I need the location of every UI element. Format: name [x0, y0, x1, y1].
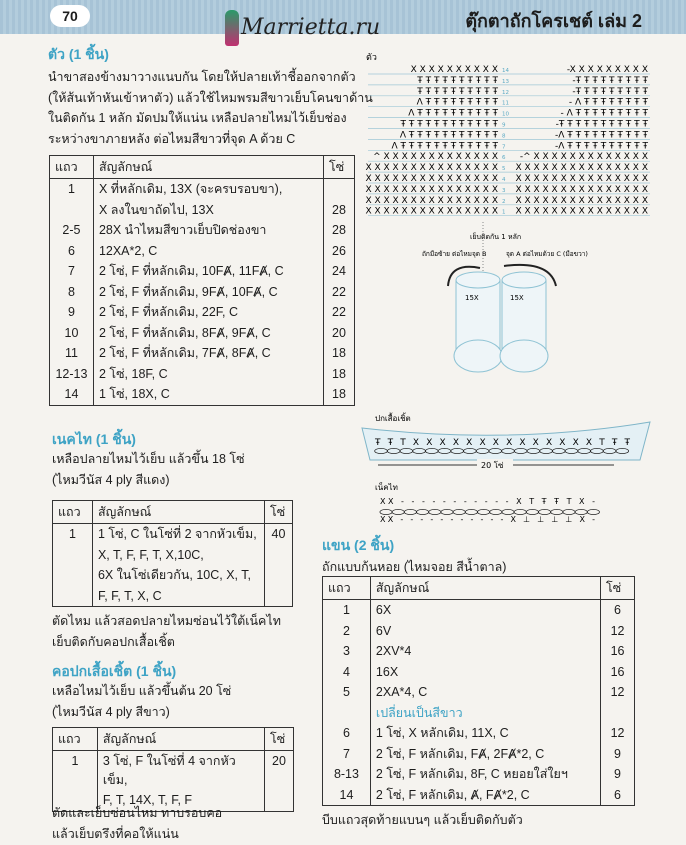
row-number: 1: [53, 524, 93, 545]
stitch-count: 16: [601, 641, 635, 662]
table-row: [50, 220, 355, 241]
sleeve-heading: แขน (2 ชิ้น): [322, 537, 395, 553]
table-row: [50, 282, 355, 303]
table-row: [50, 384, 355, 405]
chart-stitch-row: Ŧ Ŧ Ŧ Ŧ Ŧ Ŧ Ŧ Ŧ Ŧ Ŧ: [417, 86, 498, 97]
text-line: ตัดและเย็บซ่อนไหม ทาบรอบคอ: [52, 806, 223, 820]
chart-stitch-row: -Λ Ŧ Ŧ Ŧ Ŧ Ŧ Ŧ Ŧ Ŧ Ŧ Ŧ: [555, 141, 648, 152]
stitch-count: 22: [324, 282, 355, 303]
table-row: [53, 586, 293, 607]
stitch-count: 24: [324, 261, 355, 282]
body-stitch-chart: [365, 65, 650, 217]
chart-stitch-row: X X X X X X X X X X X X X X X: [365, 163, 498, 174]
chart-stitch-row: X X X X X X X X X X X X X X X: [515, 184, 648, 195]
chart-row-number: 4: [502, 177, 506, 183]
row-number: 6: [50, 241, 94, 262]
chain-stitch: [575, 509, 587, 514]
chart-row-number: 3: [502, 187, 506, 194]
stitch-instructions: 2XV*4: [370, 641, 600, 662]
table-row: [50, 241, 355, 262]
stitch-instructions: 2 โซ่, F ที่หลักเดิม, 22F, C: [93, 302, 323, 323]
stitch-count: 12: [601, 723, 635, 744]
collar-instructions: [52, 681, 231, 723]
stitch-count: 28: [324, 200, 355, 221]
table-row: [50, 200, 355, 221]
stitch-count: [265, 565, 293, 586]
chart-stitch-row: X X X X X X X X X X X X X X X: [515, 163, 648, 174]
chart-stitch-row: Ŧ Ŧ Ŧ Ŧ Ŧ Ŧ Ŧ Ŧ Ŧ Ŧ Ŧ Ŧ: [400, 119, 498, 130]
stitch-instructions: 1 โซ่, C ในโซ่ที่ 2 จากหัวเข็ม,: [92, 524, 264, 545]
chart-row-number: 10: [502, 111, 509, 118]
table-row: [323, 662, 635, 683]
chain-stitch: [392, 509, 404, 514]
body-heading: ตัว (1 ชิ้น): [48, 46, 109, 62]
sleeve-pattern-table: [322, 576, 635, 806]
stitch-count: 9: [601, 764, 635, 785]
table-header-row: [50, 156, 355, 179]
chart-row-number: 8: [502, 133, 506, 140]
stitch-count: 6: [601, 785, 635, 806]
stitch-instructions: 2 โซ่, 18F, C: [93, 364, 323, 385]
sleeve-instructions: ถักแบบก้นหอย (ไหมจอย สีน้ำตาล): [322, 560, 507, 574]
right-leg-top: [502, 272, 546, 288]
column-header: โซ่: [324, 156, 355, 179]
stitch-count: 28: [324, 220, 355, 241]
chart-stitch-row: Λ Ŧ Ŧ Ŧ Ŧ Ŧ Ŧ Ŧ Ŧ Ŧ: [416, 97, 498, 108]
chain-stitch: [551, 509, 563, 514]
stitch-instructions: 2 โซ่, F หลักเดิม, 8F, C หยอยใส่ใยฯ: [370, 764, 600, 785]
chart-row-number: 14: [502, 68, 509, 74]
collar-pattern-table: [52, 727, 294, 812]
table-row: [50, 261, 355, 282]
column-header: โซ่: [601, 577, 635, 600]
stitch-instructions: 28X นำไหมสีขาวเย็บปิดช่องขา: [93, 220, 323, 241]
chart-stitch-row: X X X X X X X X X X: [410, 65, 498, 75]
chart-row-number: 11: [502, 100, 509, 107]
stitch-count: [265, 790, 294, 811]
row-number: 12-13: [50, 364, 94, 385]
stitch-instructions: X ที่หลักเดิม, 13X (จะครบรอบขา),: [93, 179, 323, 200]
stitch-count: [601, 703, 635, 724]
stitch-instructions: เปลี่ยนเป็นสีขาว: [370, 703, 600, 724]
chart-row-number: 6: [502, 155, 506, 162]
table-row: [323, 621, 635, 642]
chart-row-number: 7: [502, 144, 506, 151]
text-line: ในติดกัน 1 หลัก มัดปมให้แน่น เหลือปลายไหมไว้เย็บช่อง: [48, 111, 347, 125]
stitch-count: 40: [265, 524, 293, 545]
collar-notes: [52, 803, 222, 845]
row-number: [323, 703, 371, 724]
stitch-count: 6: [601, 600, 635, 621]
column-header: แถว: [50, 156, 94, 179]
join-label: เย็บติดกัน 1 หลัก: [470, 233, 522, 241]
stitch-count: 18: [324, 384, 355, 405]
body-pattern-table: [49, 155, 355, 406]
stitch-count: 12: [601, 621, 635, 642]
chain-stitch: [563, 509, 575, 514]
right-leg-count: 15X: [510, 294, 524, 302]
chain-stitch: [429, 509, 441, 514]
stitch-count: [265, 586, 293, 607]
chain-stitch: [441, 509, 453, 514]
stitch-instructions: 2XA*4, C: [370, 682, 600, 703]
chart-stitch-row: Λ Ŧ Ŧ Ŧ Ŧ Ŧ Ŧ Ŧ Ŧ Ŧ Ŧ Ŧ: [399, 130, 498, 141]
row-number: 1: [53, 751, 98, 791]
stitch-instructions: F, F, T, X, C: [92, 586, 264, 607]
row-number: 14: [323, 785, 371, 806]
row-number: 11: [50, 343, 94, 364]
chart-row-number: 13: [502, 78, 509, 85]
text-line: นำขาสองข้างมาวางแนบกัน โดยให้ปลายเท้าชี้ออกจากตัว: [48, 70, 356, 84]
stitch-instructions: 2 โซ่, F ที่หลักเดิม, 9FȺ, 10FȺ, C: [93, 282, 323, 303]
chart-stitch-row: -Ŧ Ŧ Ŧ Ŧ Ŧ Ŧ Ŧ Ŧ Ŧ: [572, 86, 648, 97]
necktie-instructions: [52, 449, 245, 491]
text-line: ตัดไหม แล้วสอดปลายไหมซ่อนไว้ใต้เน็คไท: [52, 614, 281, 628]
chart-stitch-row: X X X X X X X X X X X X X X X: [365, 174, 498, 184]
text-line: เหลือไหมไว้เย็บ แล้วขึ้นต้น 20 โซ่: [52, 684, 232, 698]
stitch-instructions: F, T, 14X, T, F, F: [97, 790, 264, 811]
chart-row-number: 1: [502, 209, 506, 216]
chart-stitch-row: Ŧ Ŧ Ŧ Ŧ Ŧ Ŧ Ŧ Ŧ Ŧ Ŧ: [417, 75, 498, 86]
column-header: สัญลักษณ์: [370, 577, 600, 600]
chain-stitch: [587, 509, 599, 514]
sleeve-notes: บีบแถวสุดท้ายแบนๆ แล้วเย็บติดกับตัว: [322, 813, 523, 827]
chain-stitch: [478, 509, 490, 514]
chart-row-number: 9: [502, 122, 506, 129]
column-header: สัญลักษณ์: [97, 728, 264, 751]
chain-stitch: [526, 509, 538, 514]
table-row: [50, 302, 355, 323]
text-line: (ไหมวีนัส 4 ply สีแดง): [52, 473, 170, 487]
row-number: 7: [323, 744, 371, 765]
diagram-title: ตัว: [366, 53, 377, 63]
table-row: [53, 751, 294, 791]
table-row: [53, 524, 293, 545]
chain-stitch: [514, 509, 526, 514]
row-number: 1: [323, 600, 371, 621]
row-number: 1: [50, 179, 94, 200]
page-header: [0, 0, 686, 40]
doll-logo-icon: [225, 10, 239, 46]
chart-stitch-row: -X X X X X X X X X: [566, 65, 648, 75]
row-number: 2-5: [50, 220, 94, 241]
table-row: [323, 764, 635, 785]
row-number: [50, 200, 94, 221]
left-foot: [454, 340, 502, 372]
body-instructions: [48, 67, 373, 149]
row-number: 7: [50, 261, 94, 282]
stitch-count: 12: [601, 682, 635, 703]
tie-chain: [380, 509, 600, 514]
table-row: [323, 703, 635, 724]
collar-heading: คอปกเสื้อเชิ้ต (1 ชิ้น): [52, 663, 177, 679]
chart-stitch-row: Λ Ŧ Ŧ Ŧ Ŧ Ŧ Ŧ Ŧ Ŧ Ŧ Ŧ Ŧ Ŧ: [391, 141, 498, 152]
chain-stitch: [380, 509, 392, 514]
book-title: ตุ๊กตาถักโครเชต์ เล่ม 2: [465, 11, 642, 31]
column-header: สัญลักษณ์: [93, 156, 323, 179]
chart-stitch-row: Λ Ŧ Ŧ Ŧ Ŧ Ŧ Ŧ Ŧ Ŧ Ŧ Ŧ: [408, 108, 498, 119]
stitch-instructions: 2 โซ่, F หลักเดิม, Ⱥ, FȺ*2, C: [370, 785, 600, 806]
chart-stitch-row: - Λ Ŧ Ŧ Ŧ Ŧ Ŧ Ŧ Ŧ Ŧ: [568, 97, 648, 108]
row-number: 9: [50, 302, 94, 323]
chart-stitch-row: X X X X X X X X X X X X X X X: [365, 184, 498, 195]
chain-stitch: [404, 509, 416, 514]
tie-top-row: XX - - - - - - - - - - - X T Ŧ Ŧ T X -: [380, 497, 595, 506]
row-number: 6: [323, 723, 371, 744]
text-line: เย็บติดกับคอปกเสื้อเชิ้ต: [52, 635, 175, 649]
row-number: 10: [50, 323, 94, 344]
chart-stitch-row: X X X X X X X X X X X X X X X: [365, 195, 498, 206]
chart-stitch-row: ^ X X X X X X X X X X X X X: [373, 152, 498, 163]
column-header: โซ่: [265, 728, 294, 751]
column-header: โซ่: [265, 501, 293, 524]
column-header: แถว: [53, 728, 98, 751]
table-row: [323, 723, 635, 744]
stitch-count: [265, 545, 293, 566]
table-row: [323, 682, 635, 703]
chart-stitch-row: -Λ Ŧ Ŧ Ŧ Ŧ Ŧ Ŧ Ŧ Ŧ Ŧ Ŧ: [555, 130, 648, 141]
chart-stitch-row: -Ŧ Ŧ Ŧ Ŧ Ŧ Ŧ Ŧ Ŧ Ŧ: [572, 75, 648, 86]
stitch-count: 9: [601, 744, 635, 765]
stitch-instructions: 6X ในโซ่เดียวกัน, 10C, X, T,: [92, 565, 264, 586]
table-row: [53, 545, 293, 566]
row-number: [53, 586, 93, 607]
row-number: 2: [323, 621, 371, 642]
table-header-row: [53, 728, 294, 751]
stitch-instructions: 12XA*2, C: [93, 241, 323, 262]
chain-stitch: [490, 509, 502, 514]
necktie-heading: เนคไท (1 ชิ้น): [52, 431, 136, 447]
stitch-instructions: X ลงในขาถัดไป, 13X: [93, 200, 323, 221]
table-row: [323, 785, 635, 806]
stitch-instructions: 6V: [370, 621, 600, 642]
table-row: [323, 744, 635, 765]
stitch-instructions: 1 โซ่, 18X, C: [93, 384, 323, 405]
chart-row-number: 5: [502, 166, 506, 173]
text-line: (ให้ส้นเท้าหันเข้าหาตัว) แล้วใช้ไหมพรมสีขาวเย็บโคนขาด้าน: [48, 90, 373, 105]
row-number: [53, 545, 93, 566]
chart-stitch-row: -Ŧ Ŧ Ŧ Ŧ Ŧ Ŧ Ŧ Ŧ Ŧ Ŧ Ŧ: [555, 119, 648, 130]
table-row: [50, 364, 355, 385]
row-number: 4: [323, 662, 371, 683]
chain-stitch: [502, 509, 514, 514]
column-header: สัญลักษณ์: [92, 501, 264, 524]
stitch-instructions: 2 โซ่, F ที่หลักเดิม, 7FȺ, 8FȺ, C: [93, 343, 323, 364]
necktie-pattern-table: [52, 500, 293, 607]
necktie-notes: [52, 611, 281, 653]
stitch-instructions: 1 โซ่, X หลักเดิม, 11X, C: [370, 723, 600, 744]
right-hand-label: จุด A ต่อไหมด้วย C (มือขวา): [506, 250, 588, 258]
chart-stitch-row: - Λ Ŧ Ŧ Ŧ Ŧ Ŧ Ŧ Ŧ Ŧ Ŧ: [560, 108, 648, 119]
text-line: (ไหมวีนัส 4 ply สีขาว): [52, 705, 170, 719]
chain-stitch: [539, 509, 551, 514]
chart-stitch-row: X X X X X X X X X X X X X X X: [515, 206, 648, 217]
stitch-instructions: 2 โซ่, F หลักเดิม, FȺ, 2FȺ*2, C: [370, 744, 600, 765]
chain-stitch: [417, 509, 429, 514]
stitch-count: 20: [265, 751, 294, 791]
stitch-count: 20: [324, 323, 355, 344]
text-line: ระหว่างขาภายหลัง ต่อไหมสีขาวที่จุด A ด้วย C: [48, 131, 296, 146]
page-number: 70: [50, 5, 90, 27]
table-row: [50, 179, 355, 200]
stitch-count: 18: [324, 364, 355, 385]
chain-stitch: [465, 509, 477, 514]
text-line: แล้วเย็บตรึงที่คอให้แน่น: [52, 827, 179, 841]
chart-stitch-row: X X X X X X X X X X X X X X X: [515, 174, 648, 184]
row-number: 8: [50, 282, 94, 303]
tie-bottom-row: XX - - - - - - - - - - - X ⊥ ⊥ ⊥ ⊥ X -: [380, 515, 595, 524]
left-leg-count: 15X: [465, 294, 479, 302]
table-row: [50, 343, 355, 364]
chart-stitch-row: -^ X X X X X X X X X X X X X: [519, 152, 648, 163]
stitch-count: 26: [324, 241, 355, 262]
column-header: แถว: [323, 577, 371, 600]
chain-stitch: [453, 509, 465, 514]
column-header: แถว: [53, 501, 93, 524]
row-number: [53, 565, 93, 586]
stitch-instructions: 16X: [370, 662, 600, 683]
chart-row-number: 12: [502, 89, 509, 96]
collar-diagram-label: ปกเสื้อเชิ้ต: [375, 414, 411, 423]
row-number: 3: [323, 641, 371, 662]
chart-row-number: 2: [502, 198, 506, 205]
tie-diagram-label: เน็คไท: [375, 483, 398, 492]
row-number: 8-13: [323, 764, 371, 785]
table-row: [50, 323, 355, 344]
right-foot: [500, 340, 548, 372]
left-leg-top: [456, 272, 500, 288]
table-header-row: [323, 577, 635, 600]
chart-stitch-row: X X X X X X X X X X X X X X X: [365, 206, 498, 217]
legs-illustration: [448, 265, 556, 372]
stitch-count: [324, 179, 355, 200]
stitch-count: 18: [324, 343, 355, 364]
table-row: [323, 600, 635, 621]
collar-count: 20 โซ่: [481, 461, 504, 470]
stitch-instructions: 3 โซ่, F ในโซ่ที่ 4 จากหัวเข็ม,: [97, 751, 264, 791]
stitch-instructions: X, T, F, F, T, X,10C,: [92, 545, 264, 566]
stitch-instructions: 2 โซ่, F ที่หลักเดิม, 8FȺ, 9FȺ, C: [93, 323, 323, 344]
stitch-count: 16: [601, 662, 635, 683]
stitch-instructions: 2 โซ่, F ที่หลักเดิม, 10FȺ, 11FȺ, C: [93, 261, 323, 282]
text-line: เหลือปลายไหมไว้เย็บ แล้วขึ้น 18 โซ่: [52, 452, 245, 466]
table-header-row: [53, 501, 293, 524]
left-hand-label: ถักมือซ้าย ต่อไหมจุด B: [422, 250, 487, 258]
chart-stitch-row: X X X X X X X X X X X X X X X: [515, 195, 648, 206]
table-row: [53, 565, 293, 586]
stitch-instructions: 6X: [370, 600, 600, 621]
row-number: 5: [323, 682, 371, 703]
table-row: [323, 641, 635, 662]
row-number: 14: [50, 384, 94, 405]
collar-stitch-row: Ŧ Ŧ T X X X X X X X X X X X X X X T Ŧ Ŧ: [375, 438, 630, 448]
watermark-logo: Marrietta.ru: [225, 10, 380, 46]
crochet-diagram: [360, 40, 686, 530]
stitch-count: 22: [324, 302, 355, 323]
